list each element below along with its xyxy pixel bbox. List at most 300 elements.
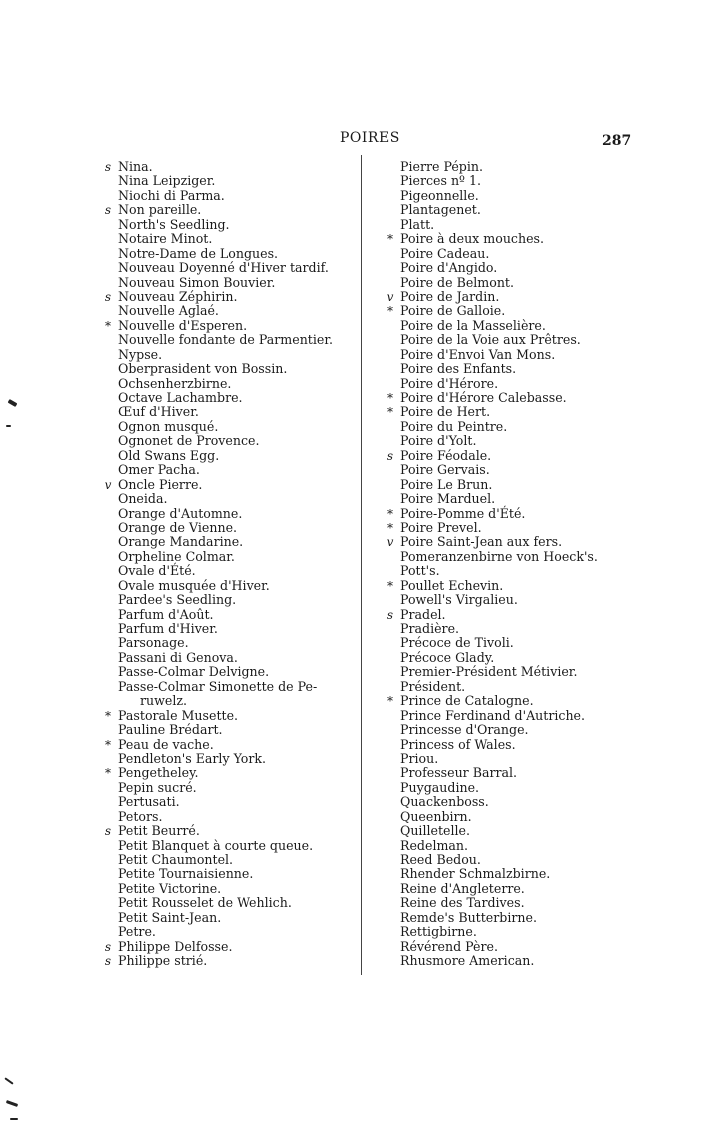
entry-mark: * bbox=[387, 578, 393, 593]
list-item bbox=[98, 434, 360, 448]
list-item bbox=[98, 766, 360, 780]
entry-mark: s bbox=[386, 607, 394, 622]
list-item bbox=[98, 174, 360, 188]
list-item bbox=[98, 232, 360, 246]
entry-name: Prince de Catalogne. bbox=[400, 693, 534, 709]
entry-name: Philippe Delfosse. bbox=[118, 938, 233, 954]
list-item bbox=[380, 766, 700, 780]
list-item bbox=[380, 795, 700, 809]
entry-mark bbox=[98, 434, 118, 448]
entry-name: Poire Le Brun. bbox=[400, 476, 493, 492]
list-item bbox=[98, 665, 360, 679]
entry-mark bbox=[380, 174, 400, 188]
entry-mark: * bbox=[387, 304, 393, 319]
list-item bbox=[380, 853, 700, 867]
entry-mark bbox=[98, 507, 118, 521]
list-item bbox=[98, 593, 360, 607]
entry-name: Reed Bedou. bbox=[400, 852, 481, 867]
list-item bbox=[98, 203, 360, 217]
list-item bbox=[98, 781, 360, 795]
entry-name: Nouveau Simon Bouvier. bbox=[118, 274, 276, 290]
entry-mark bbox=[98, 882, 118, 896]
entry-name: Princesse d'Orange. bbox=[400, 722, 529, 738]
entry-mark bbox=[380, 810, 400, 824]
entry-name: Pepin sucré. bbox=[118, 779, 197, 795]
list-item bbox=[380, 680, 700, 694]
entry-mark bbox=[380, 160, 400, 174]
entry-name: Peau de vache. bbox=[118, 736, 214, 752]
entry-mark: s bbox=[104, 160, 112, 174]
list-item bbox=[380, 247, 700, 261]
entry-name: North's Seedling. bbox=[118, 216, 230, 232]
list-item bbox=[98, 160, 360, 174]
entry-name: Nouveau Doyenné d'Hiver tardif. bbox=[118, 260, 329, 276]
list-item bbox=[380, 593, 700, 607]
entry-name: Petit Saint-Jean. bbox=[118, 909, 222, 925]
entry-name: Poire des Enfants. bbox=[400, 361, 517, 377]
entry-name: Plantagenet. bbox=[400, 202, 481, 218]
entry-name: Prince Ferdinand d'Autriche. bbox=[400, 707, 586, 723]
entry-name: Nouvelle Aglaé. bbox=[118, 303, 219, 319]
entry-name: Notre-Dame de Longues. bbox=[118, 245, 279, 261]
entry-mark bbox=[380, 203, 400, 217]
entry-name: Quilletelle. bbox=[400, 823, 470, 839]
entry-name: Old Swans Egg. bbox=[118, 447, 220, 463]
list-item bbox=[98, 290, 360, 304]
entry-name: Poire d'Yolt. bbox=[400, 433, 477, 449]
list-item bbox=[380, 290, 700, 304]
entry-name: ruwelz. bbox=[140, 693, 188, 709]
list-item bbox=[380, 622, 700, 636]
list-item bbox=[98, 507, 360, 521]
list-item bbox=[380, 550, 700, 564]
entry-name: Non pareille. bbox=[118, 202, 202, 218]
entry-name: Pradel. bbox=[400, 606, 446, 622]
list-item bbox=[98, 478, 360, 492]
entry-name: Poire de Hert. bbox=[400, 404, 491, 420]
entry-name: Poire Féodale. bbox=[400, 447, 492, 463]
entry-name: Ognon musqué. bbox=[118, 418, 219, 434]
entry-name: Président. bbox=[400, 678, 466, 694]
entry-name: Ovale musquée d'Hiver. bbox=[118, 577, 270, 593]
entry-name: Pardee's Seedling. bbox=[118, 592, 237, 608]
entry-mark: s bbox=[104, 289, 112, 304]
entry-name: Ovale d'Été. bbox=[118, 563, 196, 579]
list-item bbox=[380, 304, 700, 318]
entry-mark: * bbox=[387, 520, 393, 535]
entry-name: Poire d'Envoi Van Mons. bbox=[400, 346, 556, 362]
list-item bbox=[380, 608, 700, 622]
entry-name: Passani di Genova. bbox=[118, 649, 238, 665]
entry-mark bbox=[380, 261, 400, 275]
entry-mark bbox=[98, 896, 118, 910]
page-title: POIRES bbox=[340, 130, 400, 146]
entry-name: Powell's Virgalieu. bbox=[400, 592, 518, 608]
entry-mark bbox=[380, 319, 400, 333]
entry-mark bbox=[98, 839, 118, 853]
entry-mark bbox=[98, 304, 118, 318]
entry-mark bbox=[98, 218, 118, 232]
list-item bbox=[380, 160, 700, 174]
entry-mark: * bbox=[387, 694, 393, 709]
entry-mark bbox=[380, 925, 400, 939]
entry-name: Pomeranzenbirne von Hoeck's. bbox=[400, 548, 598, 564]
list-item bbox=[380, 709, 700, 723]
entry-mark: s bbox=[104, 203, 112, 218]
entry-name: Oncle Pierre. bbox=[118, 476, 203, 492]
list-item bbox=[380, 940, 700, 954]
list-item bbox=[380, 535, 700, 549]
entry-name: Poire Cadeau. bbox=[400, 245, 490, 261]
entry-name: Pauline Brédart. bbox=[118, 722, 223, 738]
entry-mark bbox=[98, 550, 118, 564]
entry-name: Petit Chaumontel. bbox=[118, 852, 234, 867]
entry-mark bbox=[98, 232, 118, 246]
entry-name: Passe-Colmar Simonette de Pe- bbox=[118, 678, 318, 694]
entry-name: Petite Tournaisienne. bbox=[118, 866, 254, 882]
left-column bbox=[98, 160, 360, 969]
entry-name: Oberprasident von Bossin. bbox=[118, 361, 288, 377]
entry-name: Omer Pacha. bbox=[118, 462, 200, 478]
scan-speck bbox=[6, 1100, 18, 1107]
entry-name: Octave Lachambre. bbox=[118, 390, 243, 405]
entry-name: Remde's Butterbirne. bbox=[400, 909, 537, 925]
entry-name: Niochi di Parma. bbox=[118, 187, 225, 203]
entry-name: Œuf d'Hiver. bbox=[118, 404, 199, 420]
entry-mark bbox=[98, 492, 118, 506]
entry-name: Poire Marduel. bbox=[400, 491, 496, 507]
entry-mark bbox=[98, 723, 118, 737]
right-column bbox=[380, 160, 700, 969]
entry-mark bbox=[98, 247, 118, 261]
entry-mark bbox=[380, 247, 400, 261]
page-number: 287 bbox=[602, 133, 632, 149]
list-item bbox=[98, 391, 360, 405]
entry-mark bbox=[98, 521, 118, 535]
list-item bbox=[98, 839, 360, 853]
list-item bbox=[380, 882, 700, 896]
entry-mark bbox=[380, 189, 400, 203]
entry-mark bbox=[380, 550, 400, 564]
entry-mark bbox=[380, 752, 400, 766]
entry-mark bbox=[380, 651, 400, 665]
entry-name: Ochsenherzbirne. bbox=[118, 375, 232, 391]
entry-mark bbox=[380, 911, 400, 925]
entry-mark bbox=[98, 622, 118, 636]
entry-mark: * bbox=[387, 391, 393, 405]
list-item bbox=[98, 189, 360, 203]
list-item bbox=[380, 810, 700, 824]
entry-name: Orpheline Colmar. bbox=[118, 548, 235, 564]
entry-mark bbox=[380, 492, 400, 506]
entry-name: Queenbirn. bbox=[400, 808, 472, 824]
entry-name: Redelman. bbox=[400, 837, 469, 853]
entry-mark bbox=[380, 333, 400, 347]
entry-name: Poire d'Hérore. bbox=[400, 375, 499, 391]
entry-mark bbox=[98, 391, 118, 405]
entry-name: Orange de Vienne. bbox=[118, 519, 238, 535]
entry-name: Pierre Pépin. bbox=[400, 159, 484, 174]
entry-name: Poullet Echevin. bbox=[400, 577, 504, 593]
entry-name: Poire de Jardin. bbox=[400, 288, 500, 304]
entry-mark bbox=[98, 449, 118, 463]
entry-name: Rettigbirne. bbox=[400, 924, 477, 940]
entry-mark bbox=[98, 564, 118, 578]
entry-name: Orange Mandarine. bbox=[118, 534, 244, 550]
entry-mark bbox=[380, 954, 400, 968]
entry-mark bbox=[380, 723, 400, 737]
scan-speck bbox=[4, 1077, 13, 1084]
list-item bbox=[98, 738, 360, 752]
entry-mark bbox=[380, 853, 400, 867]
entry-name: Poire à deux mouches. bbox=[400, 231, 545, 247]
entry-mark bbox=[98, 636, 118, 650]
entry-mark bbox=[380, 867, 400, 881]
list-item bbox=[98, 651, 360, 665]
entry-mark bbox=[98, 651, 118, 665]
list-item bbox=[380, 636, 700, 650]
entry-name: Petre. bbox=[118, 924, 156, 940]
list-item bbox=[98, 564, 360, 578]
list-item bbox=[380, 896, 700, 910]
entry-mark bbox=[98, 420, 118, 434]
list-item bbox=[380, 723, 700, 737]
entry-name: Poire de Galloie. bbox=[400, 303, 506, 319]
entry-mark bbox=[380, 738, 400, 752]
entry-mark bbox=[98, 752, 118, 766]
list-item bbox=[98, 954, 360, 968]
list-item bbox=[98, 276, 360, 290]
list-item bbox=[98, 911, 360, 925]
entry-mark bbox=[98, 694, 118, 708]
entry-mark bbox=[380, 434, 400, 448]
list-item bbox=[380, 521, 700, 535]
list-item bbox=[380, 564, 700, 578]
entry-name: Poire d'Angido. bbox=[400, 260, 498, 276]
entry-name: Poire du Peintre. bbox=[400, 418, 508, 434]
list-item bbox=[98, 348, 360, 362]
entry-mark bbox=[380, 420, 400, 434]
list-item bbox=[98, 925, 360, 939]
list-item bbox=[380, 434, 700, 448]
entry-mark bbox=[98, 911, 118, 925]
list-item bbox=[380, 507, 700, 521]
entry-name: Notaire Minot. bbox=[118, 231, 213, 247]
entry-mark: v bbox=[104, 477, 112, 492]
entry-name: Quackenboss. bbox=[400, 794, 489, 810]
list-item bbox=[380, 362, 700, 376]
entry-mark bbox=[380, 463, 400, 477]
list-item bbox=[380, 449, 700, 463]
list-item bbox=[98, 824, 360, 838]
list-item bbox=[380, 665, 700, 679]
entry-name: Petit Beurré. bbox=[118, 823, 200, 839]
entry-mark bbox=[380, 882, 400, 896]
entry-name: Priou. bbox=[400, 750, 439, 766]
entry-name: Petit Blanquet à courte queue. bbox=[118, 837, 314, 853]
list-item bbox=[98, 622, 360, 636]
entry-mark bbox=[380, 709, 400, 723]
entry-mark bbox=[380, 622, 400, 636]
entry-mark: * bbox=[105, 708, 111, 723]
list-item bbox=[380, 781, 700, 795]
entry-name: Reine des Tardives. bbox=[400, 895, 525, 911]
list-item bbox=[98, 377, 360, 391]
entry-name: Précoce Glady. bbox=[400, 649, 495, 665]
list-item bbox=[380, 867, 700, 881]
entry-mark: v bbox=[386, 535, 394, 550]
list-item bbox=[380, 348, 700, 362]
entry-name: Précoce de Tivoli. bbox=[400, 635, 514, 651]
entry-mark bbox=[98, 665, 118, 679]
entry-mark bbox=[380, 593, 400, 607]
entry-name: Poire d'Hérore Calebasse. bbox=[400, 390, 567, 405]
list-item bbox=[98, 940, 360, 954]
list-item bbox=[98, 492, 360, 506]
entry-name: Princess of Wales. bbox=[400, 736, 516, 752]
entry-mark bbox=[98, 377, 118, 391]
entry-mark bbox=[98, 795, 118, 809]
list-item bbox=[380, 839, 700, 853]
entry-mark bbox=[380, 781, 400, 795]
entry-mark bbox=[380, 665, 400, 679]
entry-name: Pastorale Musette. bbox=[118, 707, 239, 723]
entry-name: Poire de la Masselière. bbox=[400, 317, 546, 333]
list-item bbox=[380, 391, 700, 405]
entry-mark bbox=[380, 636, 400, 650]
entry-mark bbox=[98, 333, 118, 347]
entry-mark bbox=[98, 867, 118, 881]
entry-mark bbox=[380, 940, 400, 954]
list-item bbox=[98, 261, 360, 275]
entry-mark bbox=[380, 362, 400, 376]
list-item bbox=[98, 709, 360, 723]
entry-mark: * bbox=[105, 318, 111, 333]
entry-mark bbox=[98, 276, 118, 290]
entry-mark: * bbox=[387, 232, 393, 247]
entry-mark bbox=[380, 348, 400, 362]
list-item bbox=[380, 579, 700, 593]
list-item bbox=[380, 333, 700, 347]
list-item bbox=[98, 319, 360, 333]
entry-mark bbox=[98, 853, 118, 867]
entry-name: Pott's. bbox=[400, 563, 440, 579]
entry-mark: v bbox=[386, 289, 394, 304]
entry-name: Poire Saint-Jean aux fers. bbox=[400, 534, 563, 550]
entry-mark bbox=[380, 766, 400, 780]
list-item bbox=[98, 304, 360, 318]
entry-name: Parfum d'Hiver. bbox=[118, 621, 218, 636]
entry-name: Oneida. bbox=[118, 491, 168, 507]
list-item bbox=[380, 478, 700, 492]
entry-name: Petors. bbox=[118, 808, 163, 824]
entry-name: Poire Prevel. bbox=[400, 519, 482, 535]
entry-mark bbox=[380, 377, 400, 391]
list-item bbox=[98, 362, 360, 376]
list-item bbox=[98, 723, 360, 737]
list-item bbox=[98, 882, 360, 896]
entry-mark bbox=[98, 348, 118, 362]
entry-name: Nouvelle d'Esperen. bbox=[118, 317, 248, 333]
list-item bbox=[380, 925, 700, 939]
entry-mark bbox=[98, 608, 118, 622]
list-item bbox=[98, 521, 360, 535]
entry-name: Pigeonnelle. bbox=[400, 187, 479, 203]
list-item bbox=[380, 954, 700, 968]
list-item bbox=[98, 795, 360, 809]
list-item bbox=[98, 218, 360, 232]
entry-name: Reine d'Angleterre. bbox=[400, 880, 525, 896]
list-item bbox=[380, 824, 700, 838]
list-item bbox=[380, 276, 700, 290]
entry-name: Nouveau Zéphirin. bbox=[118, 288, 238, 304]
list-item bbox=[380, 377, 700, 391]
list-item bbox=[98, 694, 360, 708]
entry-name: Parfum d'Août. bbox=[118, 606, 214, 622]
column-divider bbox=[361, 155, 362, 975]
list-item bbox=[98, 853, 360, 867]
list-item bbox=[98, 810, 360, 824]
entry-name: Nouvelle fondante de Parmentier. bbox=[118, 332, 333, 348]
list-item bbox=[98, 333, 360, 347]
entry-name: Parsonage. bbox=[118, 635, 189, 651]
entry-mark bbox=[380, 795, 400, 809]
entry-name: Poire de Belmont. bbox=[400, 274, 515, 290]
entry-name: Poire-Pomme d'Été. bbox=[400, 505, 526, 521]
entry-name: Pradière. bbox=[400, 621, 460, 636]
entry-mark bbox=[380, 680, 400, 694]
entry-mark: * bbox=[105, 737, 111, 752]
entry-name: Platt. bbox=[400, 216, 435, 232]
entry-name: Poire Gervais. bbox=[400, 462, 490, 478]
entry-name: Petite Victorine. bbox=[118, 880, 222, 896]
entry-mark bbox=[98, 925, 118, 939]
entry-mark: s bbox=[104, 954, 112, 969]
list-item bbox=[380, 174, 700, 188]
entry-mark bbox=[380, 478, 400, 492]
entry-mark bbox=[380, 218, 400, 232]
entry-mark: * bbox=[387, 405, 393, 420]
list-item bbox=[98, 405, 360, 419]
list-item bbox=[380, 651, 700, 665]
list-item bbox=[98, 867, 360, 881]
entry-mark: s bbox=[104, 939, 112, 954]
entry-mark bbox=[98, 405, 118, 419]
entry-mark bbox=[98, 189, 118, 203]
list-item bbox=[380, 319, 700, 333]
list-item bbox=[98, 550, 360, 564]
list-item bbox=[98, 449, 360, 463]
entry-name: Puygaudine. bbox=[400, 779, 480, 795]
entry-mark bbox=[98, 579, 118, 593]
entry-mark bbox=[98, 362, 118, 376]
list-item bbox=[380, 189, 700, 203]
list-item bbox=[98, 636, 360, 650]
entry-name: Passe-Colmar Delvigne. bbox=[118, 664, 270, 680]
entry-name: Rhender Schmalzbirne. bbox=[400, 866, 551, 882]
entry-mark: * bbox=[387, 506, 393, 521]
entry-name: Orange d'Automne. bbox=[118, 505, 243, 521]
entry-mark bbox=[380, 564, 400, 578]
entry-name: Pierces nº 1. bbox=[400, 173, 481, 189]
entry-mark: * bbox=[105, 766, 111, 781]
entry-mark bbox=[98, 810, 118, 824]
entry-name: Professeur Barral. bbox=[400, 765, 518, 781]
entry-mark: s bbox=[386, 448, 394, 463]
list-item bbox=[380, 405, 700, 419]
list-item bbox=[98, 752, 360, 766]
list-item bbox=[98, 535, 360, 549]
